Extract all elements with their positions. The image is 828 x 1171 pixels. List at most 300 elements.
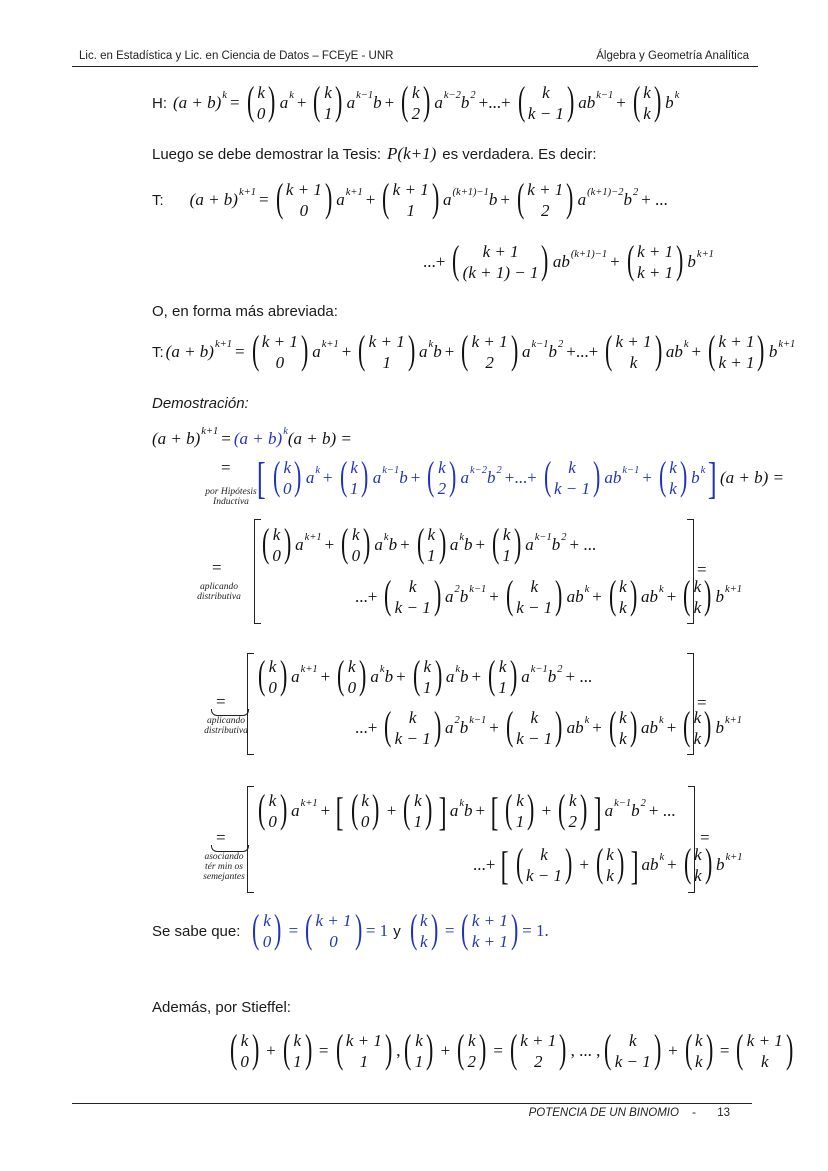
equals-sign: = <box>216 692 226 711</box>
paren-right: ) <box>654 327 662 372</box>
distributiva-2-line-1 <box>254 652 595 702</box>
operator: + <box>475 535 486 554</box>
paren-right: ) <box>629 572 638 617</box>
binomial-stack <box>272 524 281 566</box>
paren-left: ( <box>337 652 345 697</box>
binomial-coefficient <box>458 327 521 373</box>
bracket-right: ] <box>439 788 448 834</box>
variable: a <box>460 468 469 487</box>
tesis-intro <box>152 142 597 166</box>
variable: a <box>291 801 300 820</box>
paren-right: ) <box>300 327 309 372</box>
paren-right: ) <box>629 703 638 748</box>
operator: + <box>444 342 455 361</box>
binomial-top: k <box>257 83 265 102</box>
paren-right: ) <box>653 1026 662 1071</box>
exponent: k−2 <box>469 464 487 476</box>
paren-right: ) <box>363 520 371 565</box>
exponent: 2 <box>640 797 646 809</box>
exponent: k−1 <box>356 89 374 101</box>
paren-right: ) <box>433 703 442 748</box>
variable: ab <box>641 587 659 606</box>
paren-left: ( <box>457 1026 465 1071</box>
hypothesis-equation <box>173 78 680 124</box>
binomial-coefficient <box>414 520 449 566</box>
variable: b <box>551 535 561 554</box>
variable: a <box>449 535 459 554</box>
binomial-stack <box>669 457 677 499</box>
variable: a <box>336 190 345 209</box>
proof-step-2-equation <box>254 453 784 504</box>
binomial-bottom: k <box>693 729 702 748</box>
paren-left: ( <box>632 78 641 123</box>
tesis-intro-text: Luego se debe demostrar la Tesis: <box>152 145 382 163</box>
binomial-stack <box>395 707 431 749</box>
exponent: (k+1)−1 <box>570 248 608 260</box>
binomial-stack <box>468 1030 477 1072</box>
paren-right: ) <box>294 453 302 498</box>
paren-right: ) <box>279 786 288 831</box>
binomial-bottom: 1 <box>427 546 436 565</box>
binomial-coefficient <box>273 175 336 221</box>
paren-left: ( <box>358 327 366 372</box>
variable: ab <box>552 252 570 271</box>
binomial-coefficient <box>485 652 520 698</box>
binomial-coefficient <box>381 572 444 618</box>
binomial-stack <box>643 82 651 124</box>
binomial-coefficient <box>381 703 444 749</box>
binomial-stack <box>694 844 702 886</box>
binomial-stack <box>257 82 266 124</box>
variable: b <box>463 801 473 820</box>
binomial-top: k <box>467 1031 476 1050</box>
demostracion-heading <box>152 392 249 414</box>
exponent: k−2 <box>443 89 461 101</box>
binomial-top: k <box>268 657 277 676</box>
binomial-coefficient <box>454 1026 489 1072</box>
operator: + <box>667 855 677 874</box>
exponent: k+1 <box>300 797 318 809</box>
binomial-coefficient <box>606 703 640 749</box>
exponent: k−1 <box>622 464 640 476</box>
paren-left: ( <box>608 703 617 748</box>
binomial-bottom: 2 <box>411 104 421 123</box>
bracket-left <box>247 786 254 893</box>
exponent: (k+1)−1 <box>452 186 489 198</box>
tesis-equation-part1 <box>189 175 671 221</box>
binomial-stack <box>420 910 428 952</box>
paren-right: ) <box>431 175 440 220</box>
paren-left: ( <box>252 906 260 951</box>
exponent: k−1 <box>596 89 614 101</box>
trailing-equals: = <box>697 560 707 579</box>
exponent: k <box>459 797 464 809</box>
operator: ...+ <box>355 587 378 606</box>
binomial-top: k <box>530 577 538 596</box>
binomial-stack <box>526 844 562 886</box>
binomial-top: k <box>502 525 511 544</box>
binomial-coefficient <box>513 840 576 886</box>
binomial-coefficient <box>398 78 433 124</box>
paren-left: ( <box>341 520 349 565</box>
variable: a <box>370 667 379 686</box>
tesis-p: P(k+1) <box>387 144 437 163</box>
paren-left: ( <box>401 78 409 123</box>
binomial-coefficient <box>593 840 627 886</box>
se-sabe-equation-1 <box>248 906 389 952</box>
variable: b <box>388 535 398 554</box>
variable: b <box>548 342 557 361</box>
exponent: (k+1)−2 <box>587 186 624 198</box>
variable: ab <box>641 855 659 874</box>
variable: b <box>460 667 469 686</box>
operator: = <box>288 921 299 940</box>
variable: ab <box>566 587 584 606</box>
exponent: k+1 <box>725 851 743 863</box>
binomial-bottom: 1 <box>502 546 511 565</box>
binomial-bottom: 1 <box>323 104 333 123</box>
binomial-coefficient <box>355 327 418 373</box>
binomial-top: k + 1 <box>471 911 508 930</box>
exponent: k+1 <box>725 583 742 595</box>
binomial-bottom: 0 <box>268 678 277 697</box>
variable: a <box>374 535 383 554</box>
paren-right: ) <box>704 840 712 885</box>
operator: + <box>616 93 626 112</box>
exponent: k <box>584 714 590 726</box>
operator: + <box>541 801 552 820</box>
operator: + <box>322 468 333 487</box>
binomial-coefficient <box>515 78 578 124</box>
binomial-stack <box>528 82 564 124</box>
asociando-line-2 <box>470 840 742 890</box>
binomial-coefficient <box>334 652 369 698</box>
binomial-top: k + 1 <box>520 1031 557 1050</box>
binomial-stack <box>554 457 590 499</box>
variable: b <box>459 587 469 606</box>
paren-right: ) <box>705 1026 713 1071</box>
operator: ...+ <box>473 855 496 874</box>
math-text: (a + b) <box>165 342 214 361</box>
hypothesis-label: H: <box>152 94 167 112</box>
binomial-bottom: 0 <box>272 546 281 565</box>
variable: ab <box>641 718 659 737</box>
math-text: (a + b) <box>189 190 238 209</box>
binomial-top: k <box>268 791 277 810</box>
binomial-stack <box>695 1030 703 1072</box>
binomial-bottom: 2 <box>541 201 550 220</box>
binomial-bottom: k <box>420 932 428 951</box>
binomial-bottom: k − 1 <box>526 866 563 885</box>
paren-right: ) <box>372 786 380 831</box>
operator: + <box>592 718 602 737</box>
binomial-coefficient <box>680 703 714 749</box>
binomial-bottom: k + 1 <box>718 353 755 372</box>
binomial-bottom: 1 <box>413 812 423 831</box>
binomial-top: k <box>324 83 332 102</box>
binomial-stack <box>315 910 351 952</box>
stieffel-line <box>226 1026 797 1076</box>
binomial-stack <box>240 1030 249 1072</box>
paren-left: ( <box>403 786 411 831</box>
binomial-bottom: 0 <box>268 812 277 831</box>
variable: b <box>373 93 382 112</box>
binomial-top: k + 1 <box>368 332 405 351</box>
operator: + <box>365 190 376 209</box>
binomial-coefficient <box>255 786 290 832</box>
distributiva-1-line-2 <box>352 572 742 622</box>
binomial-bottom: k <box>629 353 638 372</box>
binomial-top: k <box>643 83 651 102</box>
binomial-stack <box>283 457 292 499</box>
binomial-coefficient <box>249 327 312 373</box>
binomial-bottom: k − 1 <box>527 104 564 123</box>
paren-left: ( <box>505 572 514 617</box>
binomial-coefficient <box>338 520 373 566</box>
paren-right: ) <box>527 786 535 831</box>
paren-left: ( <box>382 175 390 220</box>
exponent: k−1 <box>534 531 552 543</box>
binomial-coefficient <box>227 1026 262 1072</box>
binomial-coefficient <box>601 1026 664 1072</box>
paren-left: ( <box>515 840 524 885</box>
binomial-coefficient <box>606 572 640 618</box>
paren-left: ( <box>684 1026 692 1071</box>
operator: +...+ <box>566 342 599 361</box>
bracket-left: [ <box>501 842 510 888</box>
paren-right: ) <box>361 453 369 498</box>
math-text: (a + b) <box>152 429 201 448</box>
exponent: k−1 <box>382 464 400 476</box>
paren-right: ) <box>676 237 684 282</box>
header-course: Lic. en Estadística y Lic. en Ciencia de Datos – FCEyE - UNR <box>79 50 394 62</box>
exponent: 2 <box>470 89 476 101</box>
operator: = <box>444 921 455 940</box>
operator: + <box>296 93 307 112</box>
binomial-top: k + 1 <box>285 180 322 199</box>
variable: a <box>312 342 321 361</box>
equals-sign: = <box>216 828 226 847</box>
operator: + <box>668 1041 678 1060</box>
binomial-coefficient <box>302 906 365 952</box>
paren-left: ( <box>461 327 469 372</box>
math-text: (a + b) = <box>719 468 784 487</box>
abbrev-intro <box>152 300 338 322</box>
operator: = <box>493 1041 503 1060</box>
variable: ab <box>665 342 683 361</box>
exponent: k+1 <box>300 663 318 675</box>
variable: a <box>434 93 443 112</box>
binomial-top: k + 1 <box>527 180 564 199</box>
binomial-stack <box>502 524 511 566</box>
binomial-stack <box>615 1030 651 1072</box>
binomial-stack <box>414 790 423 832</box>
binomial-top: k <box>516 791 524 810</box>
variable: a <box>295 535 304 554</box>
operator: + <box>266 1041 276 1060</box>
paren-right: ) <box>479 1026 487 1071</box>
variable: b <box>399 468 408 487</box>
binomial-top: k <box>352 525 360 544</box>
paren-left: ( <box>229 1026 238 1071</box>
equals-sign: = <box>221 458 231 477</box>
paren-left: ( <box>708 327 716 372</box>
binomial-stack <box>498 656 507 698</box>
binomial-coefficient <box>255 652 290 698</box>
distributiva-1-equation-2 <box>352 572 742 618</box>
operator: + ... <box>648 801 676 820</box>
exponent: k <box>283 425 288 437</box>
binomial-bottom: 0 <box>351 546 361 565</box>
binomial-top: k <box>415 1031 423 1050</box>
binomial-bottom: k <box>694 866 702 885</box>
y-conjunction: y <box>393 922 401 940</box>
binomial-bottom: 2 <box>467 1052 477 1071</box>
binomial-coefficient <box>401 1026 436 1072</box>
paren-right: ) <box>426 1026 434 1071</box>
footer-title: POTENCIA DE UN BINOMIO <box>528 1107 679 1119</box>
exponent: k <box>379 663 385 675</box>
binomial-bottom: 1 <box>498 678 507 697</box>
binomial-bottom: 2 <box>437 479 447 498</box>
binomial-stack <box>361 790 370 832</box>
paren-right: ) <box>513 520 522 565</box>
paren-left: ( <box>736 1026 744 1071</box>
tesis-line-2 <box>420 236 714 288</box>
exponent: k <box>700 464 706 476</box>
exponent: k+1 <box>201 425 219 437</box>
binomial-bottom: k − 1 <box>614 1052 651 1071</box>
binomial-stack <box>415 1030 424 1072</box>
paren-left: ( <box>257 786 266 831</box>
exponent: k <box>674 89 680 101</box>
bracket-left: [ <box>490 788 499 834</box>
binomial-bottom: 0 <box>256 104 266 123</box>
variable: a <box>445 667 455 686</box>
operator: + <box>320 667 331 686</box>
binomial-coefficient <box>244 78 279 124</box>
paren-right: ) <box>566 78 575 123</box>
exponent: k <box>683 338 689 350</box>
variable: a <box>443 190 452 209</box>
binomial-top: k <box>240 1031 249 1050</box>
math-text: , <box>396 1041 401 1060</box>
paren-right: ) <box>407 327 416 372</box>
binomial-top: k <box>498 657 507 676</box>
binomial-stack <box>516 576 552 618</box>
paren-left: ( <box>246 78 254 123</box>
exponent: k <box>659 583 664 595</box>
exponent: k <box>459 531 464 543</box>
binomial-bottom: 0 <box>329 932 338 951</box>
annotation-distributiva-2: aplicando distributiva <box>204 716 248 736</box>
se-sabe-equation-2 <box>406 906 549 952</box>
binomial-coefficient <box>503 703 566 749</box>
paren-right: ) <box>510 327 518 372</box>
proof-step-2 <box>254 452 784 504</box>
binomial-top: k <box>263 911 271 930</box>
binomial-top: k <box>408 708 417 727</box>
operator: = <box>258 190 269 209</box>
paren-right: ) <box>283 520 292 565</box>
binomial-bottom: k <box>619 729 627 748</box>
binomial-top: k <box>420 911 428 930</box>
binomial-stack <box>568 790 577 832</box>
variable: b <box>715 718 724 737</box>
distributiva-1-equation-1 <box>258 520 599 566</box>
binomial-bottom: 1 <box>406 201 415 220</box>
variable: a <box>577 190 587 209</box>
paren-right: ) <box>704 703 712 748</box>
binomial-top: k <box>423 657 432 676</box>
math-text: (a + b) = <box>287 429 352 448</box>
binomial-stack <box>637 241 673 283</box>
binomial-coefficient <box>624 237 687 283</box>
binomial-coefficient <box>259 520 294 566</box>
binomial-stack <box>463 241 539 283</box>
binomial-stack <box>412 82 421 124</box>
binomial-top: k + 1 <box>718 332 755 351</box>
binomial-top: k <box>693 708 702 727</box>
page-number: 13 <box>717 1107 730 1119</box>
binomial-coefficient <box>400 786 435 832</box>
paren-right: ) <box>274 906 282 951</box>
binomial-bottom: k <box>669 479 677 498</box>
binomial-coefficient <box>682 1026 716 1072</box>
binomial-stack <box>427 524 436 566</box>
tesis-abbrev-line <box>152 328 795 376</box>
demostracion-text: Demostración: <box>152 394 249 412</box>
paren-right: ) <box>354 906 362 951</box>
binomial-top: k <box>412 83 420 102</box>
variable: b <box>488 190 498 209</box>
binomial-coefficient <box>249 906 284 952</box>
stieffel-text: Además, por Stieffel: <box>152 998 291 1016</box>
exponent: 2 <box>557 663 563 675</box>
variable: b <box>459 718 469 737</box>
math-text: (a + b) <box>233 429 283 448</box>
exponent: k+1 <box>696 248 714 260</box>
binomial-coefficient <box>280 1026 315 1072</box>
stieffel-intro <box>152 996 291 1018</box>
binomial-top: k + 1 <box>471 332 508 351</box>
binomial-coefficient <box>680 572 714 618</box>
binomial-stack <box>520 1030 556 1072</box>
paren-right: ) <box>653 78 662 123</box>
paren-left: ( <box>261 520 270 565</box>
variable: a <box>419 342 428 361</box>
exponent: k <box>222 89 227 101</box>
variable: b <box>486 468 496 487</box>
math-text: , ... , <box>570 1041 601 1060</box>
operator: + ... <box>569 535 597 554</box>
paren-left: ( <box>272 453 280 498</box>
binomial-coefficient <box>705 327 768 373</box>
paren-right: ) <box>434 652 442 697</box>
proof-step-1 <box>152 425 352 453</box>
binomial-coefficient <box>602 327 665 373</box>
paren-left: ( <box>595 840 604 885</box>
paren-left: ( <box>384 703 392 748</box>
bracket-right: ] <box>630 842 639 888</box>
tesis-abbrev-label: T: <box>152 343 164 361</box>
operator: + <box>691 342 702 361</box>
binomial-top: k <box>628 1031 637 1050</box>
equals-sign: = <box>212 558 222 577</box>
distributiva-2-line-2 <box>352 703 742 753</box>
paren-left: ( <box>608 572 617 617</box>
binomial-bottom: k − 1 <box>394 598 431 617</box>
